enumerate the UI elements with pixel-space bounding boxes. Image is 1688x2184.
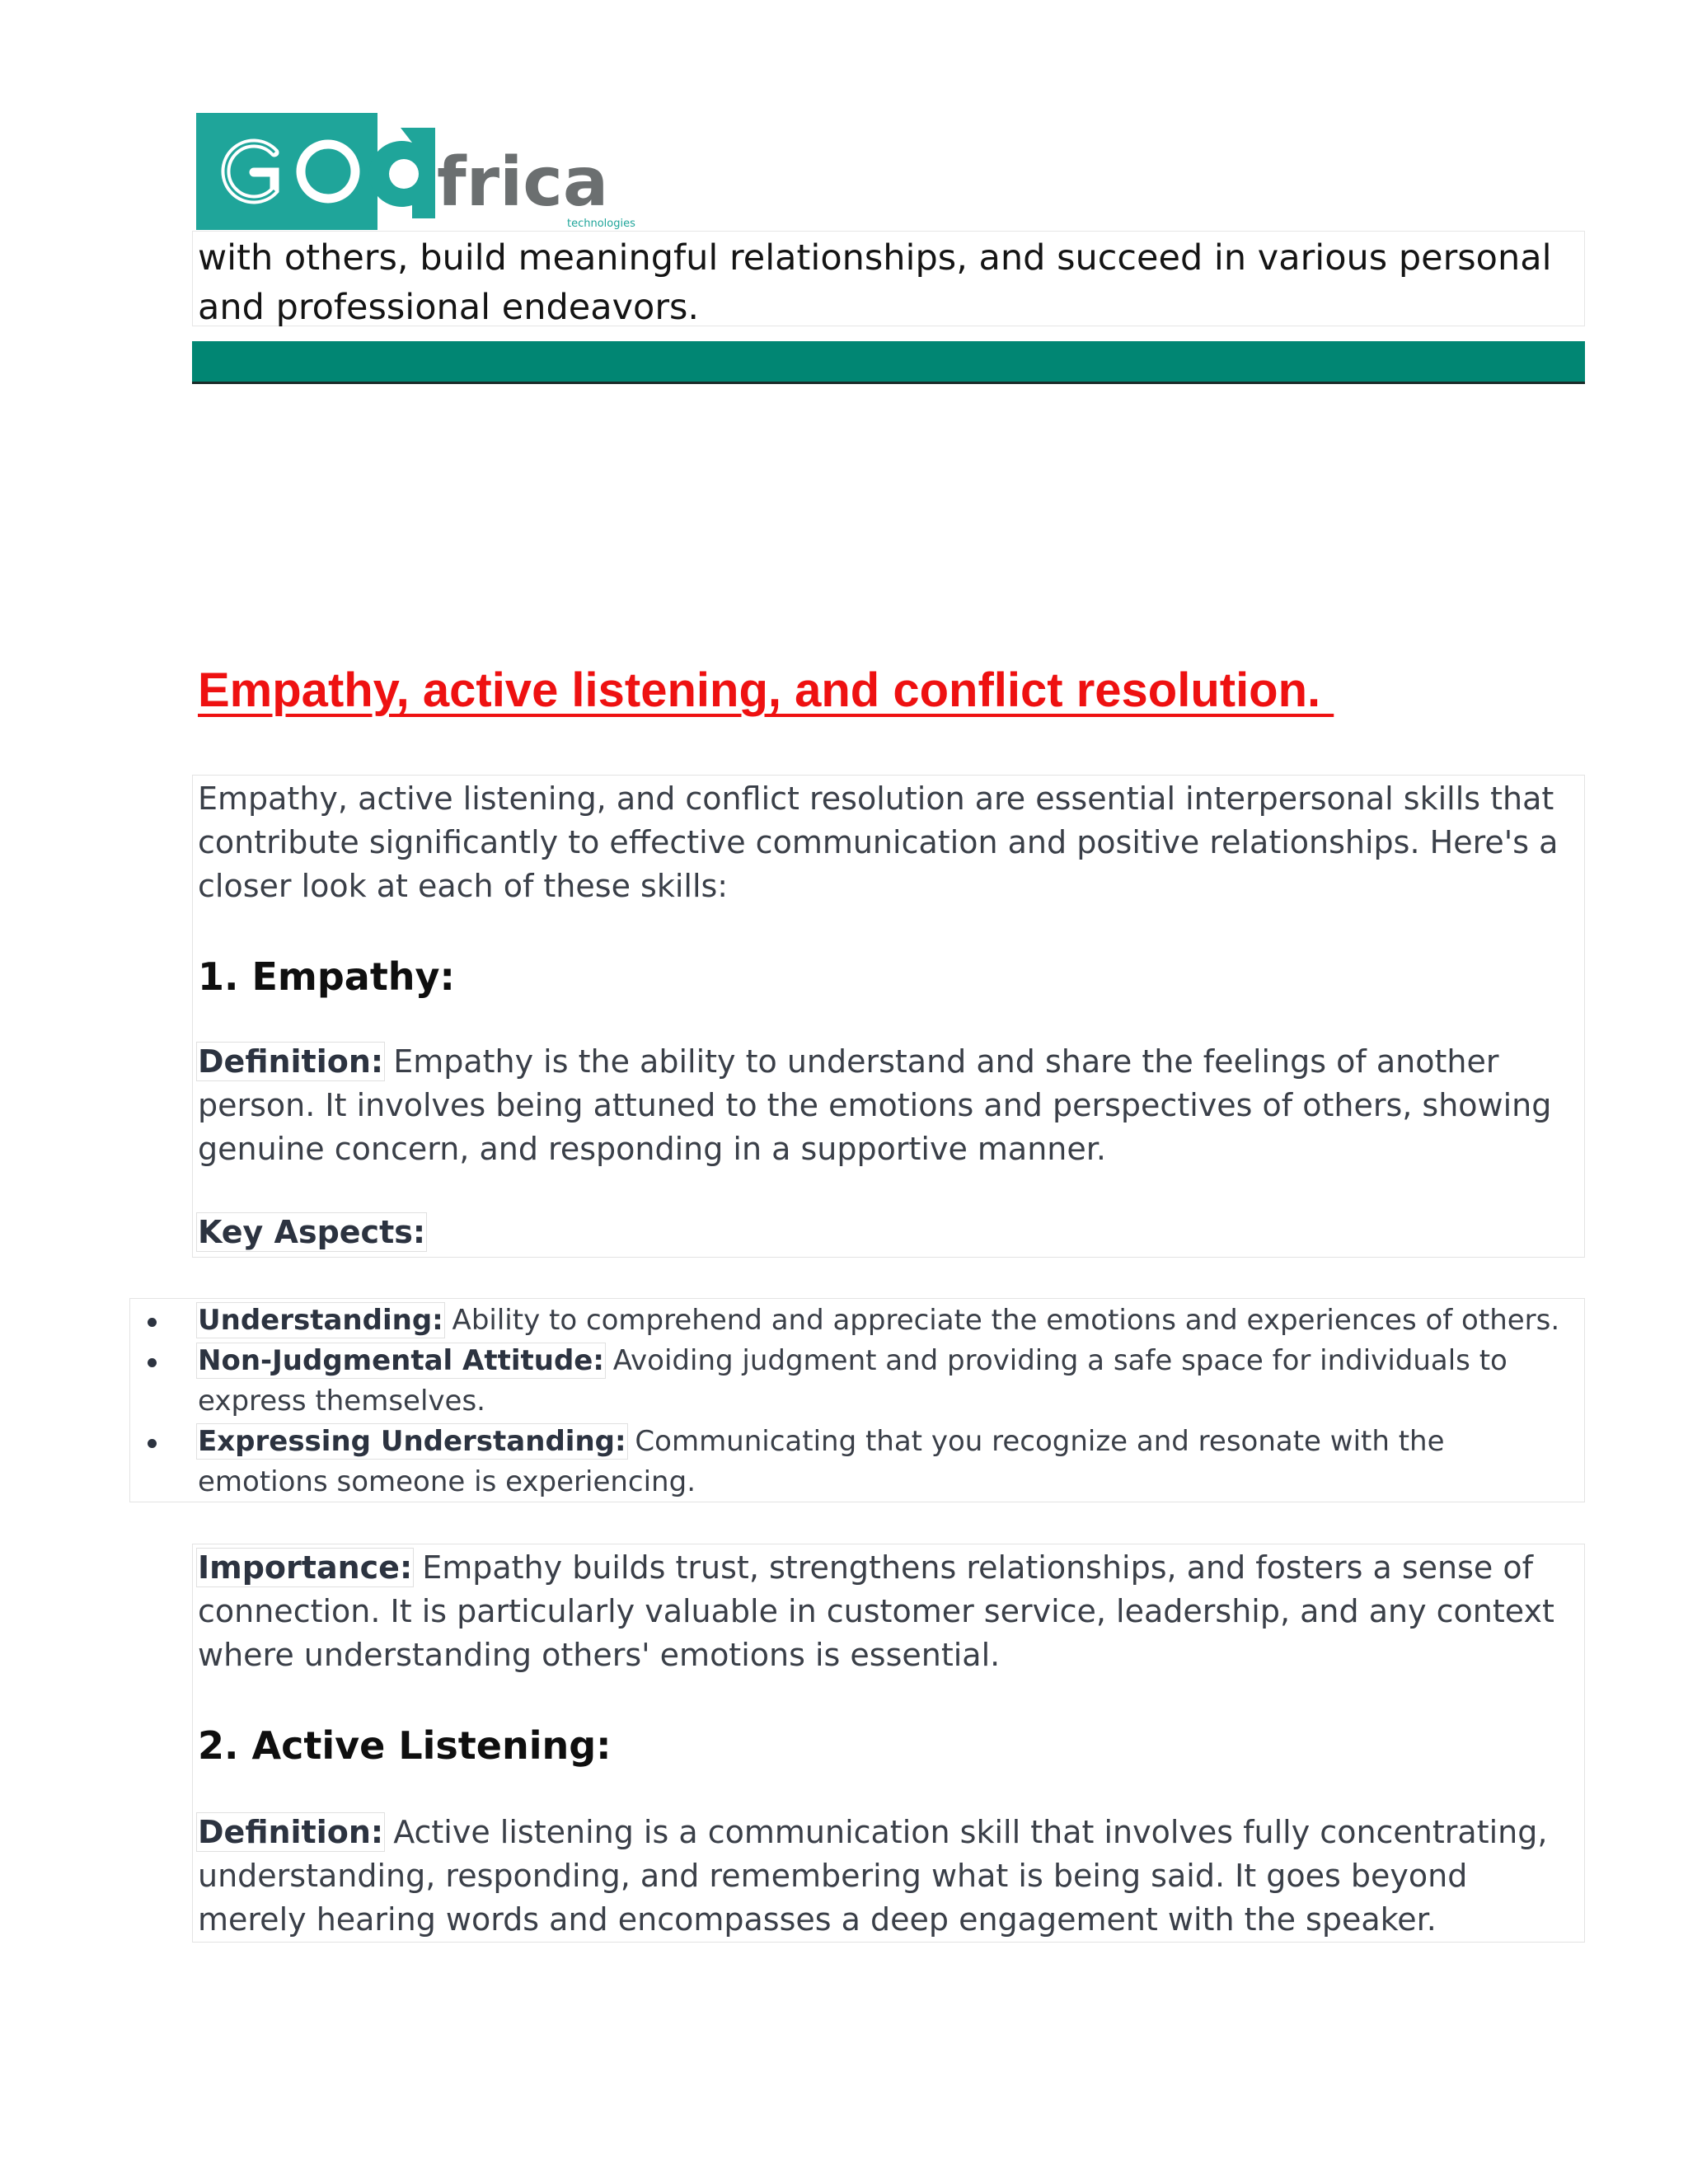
definition-text: Empathy is the ability to understand and share the feelings of another person. It involves being attuned to the emotions and perspectives of others, showing genuine concern, and responding in a supportive manner. xyxy=(198,1043,1552,1167)
aspect-label: Non-Judgmental Attitude: xyxy=(198,1344,604,1377)
aspect-label: Expressing Understanding: xyxy=(198,1425,626,1458)
key-aspects-list xyxy=(198,1301,1582,1502)
intro-paragraph: Empathy, active listening, and conflict resolution are essential interpersonal skills that contribute significantly to effective communication and positive relationships. Here's a closer look at each of these skills: xyxy=(198,780,1559,904)
bullet-icon xyxy=(148,1439,157,1448)
active-listening-definition xyxy=(198,1811,1582,1942)
company-logo xyxy=(196,113,666,230)
aspect-label: Understanding: xyxy=(198,1304,443,1337)
empathy-heading: 1. Empathy: xyxy=(198,954,455,999)
importance-paragraph xyxy=(198,1546,1582,1677)
logo-wordmark: frica xyxy=(437,143,609,222)
key-aspects-line xyxy=(198,1211,1582,1254)
bullet-icon xyxy=(148,1318,157,1327)
bullet-icon xyxy=(148,1358,157,1367)
importance-label: Importance: xyxy=(198,1549,413,1586)
continuation-text: with others, build meaningful relationships, and succeed in various personal and professional endeavors. xyxy=(198,237,1552,328)
list-item xyxy=(198,1341,1582,1422)
aspect-text: Avoiding judgment and providing a safe space for individuals to express themselves. xyxy=(198,1344,1507,1418)
logo-tagline: technologies xyxy=(567,218,635,230)
active-listening-heading: 2. Active Listening: xyxy=(198,1723,612,1768)
definition-text: Active listening is a communication skill that involves fully concentrating, understanding, responding, and remembering what is being said. It goes beyond merely hearing words and encompasses a deep engagement with the speaker. xyxy=(198,1814,1548,1938)
section-title: Empathy, active listening, and conflict resolution. xyxy=(198,663,1334,717)
importance-text: Empathy builds trust, strengthens relationships, and fosters a sense of connection. It is particularly valuable in customer service, leadership, and any context where understanding others' emotions is essential. xyxy=(198,1549,1554,1673)
logo-graphic xyxy=(196,113,666,230)
empathy-definition xyxy=(198,1040,1582,1171)
aspect-text: Ability to comprehend and appreciate the emotions and experiences of others. xyxy=(443,1304,1560,1337)
section-divider-band xyxy=(192,341,1585,384)
key-aspects-label: Key Aspects: xyxy=(198,1214,426,1250)
definition-label: Definition: xyxy=(198,1814,384,1850)
definition-label: Definition: xyxy=(198,1043,384,1080)
aspect-text: Communicating that you recognize and resonate with the emotions someone is experiencing. xyxy=(198,1425,1445,1498)
list-item xyxy=(198,1422,1582,1502)
list-item xyxy=(198,1301,1582,1341)
